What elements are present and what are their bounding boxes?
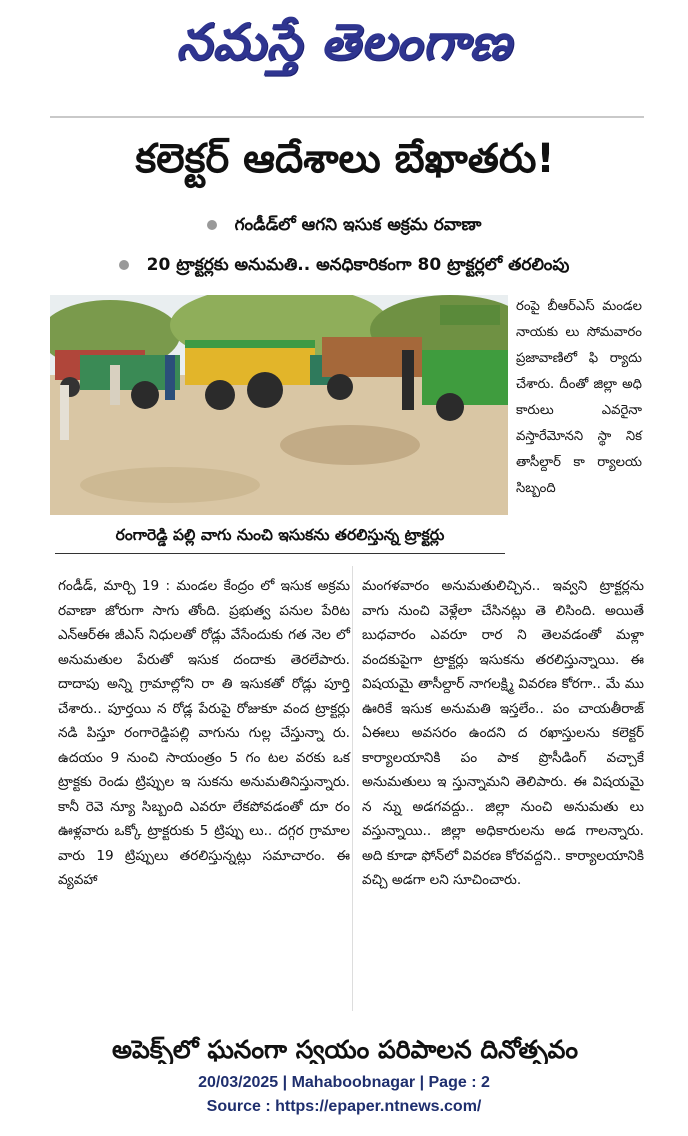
article-paragraph: రంపై బీఆర్‌ఎస్ మండల నాయకు లు సోమవారం ప్రజావాణిలో ఫి ర్యాదు చేశారు. దీంతో జిల్లా అధి కారులు ఎవరైనా వస్తారేమోనని స్థా నిక తాసీల్దార్ కా ర్యాలయ సిబ్బంది [516, 299, 642, 496]
article-headline: కలెక్టర్ ఆదేశాలు బేఖాతరు! [135, 136, 555, 182]
article-paragraph: మంగళవారం అనుమతులిచ్చిన.. ఇవ్వని ట్రాక్టర్లను వాగు నుంచి వెళ్లేలా చేసినట్లు తె లిసింది. అయితే బుధవారం ఎవరూ రార ని తెలవడంతో మళ్లా వందకుపైగా ట్రాక్టర్లు ఇసుకను తరలిస్తున్నాయి. ఈ విషయమై తాసీల్దార్ నాగలక్ష్మి వివరణ కోరగా.. మే ము ఊరికే ఇసుక అనుమతి ఇస్తలేం.. పం చాయతీరాజ్ ఏఈలు అవసరం ఉందని ద రఖాస్తులను కలెక్టర్ కార్యాలయానికి పం పాక ప్రొసీడింగ్ వచ్చాకే అనుమతులు ఇ స్తున్నామని తెలిపారు. ఈ విషయమై న న్ను అడగవద్దు.. జిల్లా నుంచి అనుమతు లు వస్తున్నాయి.. జిల్లా అధికారులను అడ గాలన్నారు. అది కూడా ఫోన్‌లో వివరణ కోరవద్దని.. కార్యాలయానికి వచ్చి అడగా లని సూచించారు. [362, 578, 644, 888]
bullet-dot-icon [207, 220, 217, 230]
article-column-left [58, 574, 350, 893]
subheading-text: 20 ట్రాక్టర్లకు అనుమతి.. అనధికారికంగా 80 ట్రాక్టర్లలో తరలింపు [146, 255, 570, 275]
article-column-top-right [516, 294, 642, 502]
article-paragraph: గండీడ్, మార్చి 19 : మండల కేంద్రం లో ఇసుక అక్రమ రవాణా జోరుగా సాగు తోంది. ప్రభుత్వ పనుల పేరిట ఎన్‌ఆర్‌ఈ జీఎస్ నిధులతో రోడ్లు వేసేందుకు గత నెల లో అనుమతుల పేరుతో ఇసుక దందాకు తెరలేపారు. దాదాపు అన్ని గ్రామాల్లోని రా తి ఇసుకతో రోడ్లు పూర్తి చేశారు.. పూర్తయి న రోడ్ల పేరుపై రోజుకూ వంద ట్రాక్టర్లు నడి పిస్తూ రంగారెడ్డిపల్లి వాగును గుల్ల చేస్తున్నా రు. ఉదయం 9 నుంచి సాయంత్రం 5 గం టల వరకు ఒక ట్రాక్టకు రెండు ట్రిప్పుల ఇ సుకను అనుమతినిస్తున్నారు. కానీ రెవె న్యూ సిబ్బంది ఎవరూ లేకపోవడంతో దూ రం ఊళ్లవారు ఒక్కో ట్రాక్టరుకు 5 ట్రిప్పు లు.. దగ్గర గ్రామాల వారు 19 ట్రిప్పులు తరలిస్తున్నట్లు సమాచారం. ఈ వ్యవహా [58, 578, 350, 888]
photo-caption: రంగారెడ్డి పల్లి వాగు నుంచి ఇసుకను తరలిస్తున్న ట్రాక్టర్లు [115, 526, 445, 544]
article-photo [50, 295, 508, 515]
subheading-bullet-1 [0, 212, 688, 238]
subheading-bullet-2 [0, 252, 688, 278]
article-column-right [362, 574, 644, 893]
subheading-text: గండీడ్‌లో ఆగని ఇసుక అక్రమ రవాణా [234, 215, 482, 235]
footer-source: Source : https://epaper.ntnews.com/ [206, 1098, 482, 1115]
footer-date-edition: 20/03/2025 | Mahaboobnagar | Page : 2 [198, 1074, 490, 1091]
tractors-photo-illustration [50, 295, 508, 515]
masthead-divider [50, 116, 644, 118]
next-article-headline: అపెక్స్‌లో ఘనంగా స్వయం పరిపాలన దినోత్సవం [111, 1035, 579, 1064]
bullet-dot-icon [119, 260, 129, 270]
column-divider [352, 566, 353, 1011]
newspaper-masthead: నమస్తే తెలంగాణ [176, 12, 512, 71]
caption-underline [55, 553, 505, 554]
